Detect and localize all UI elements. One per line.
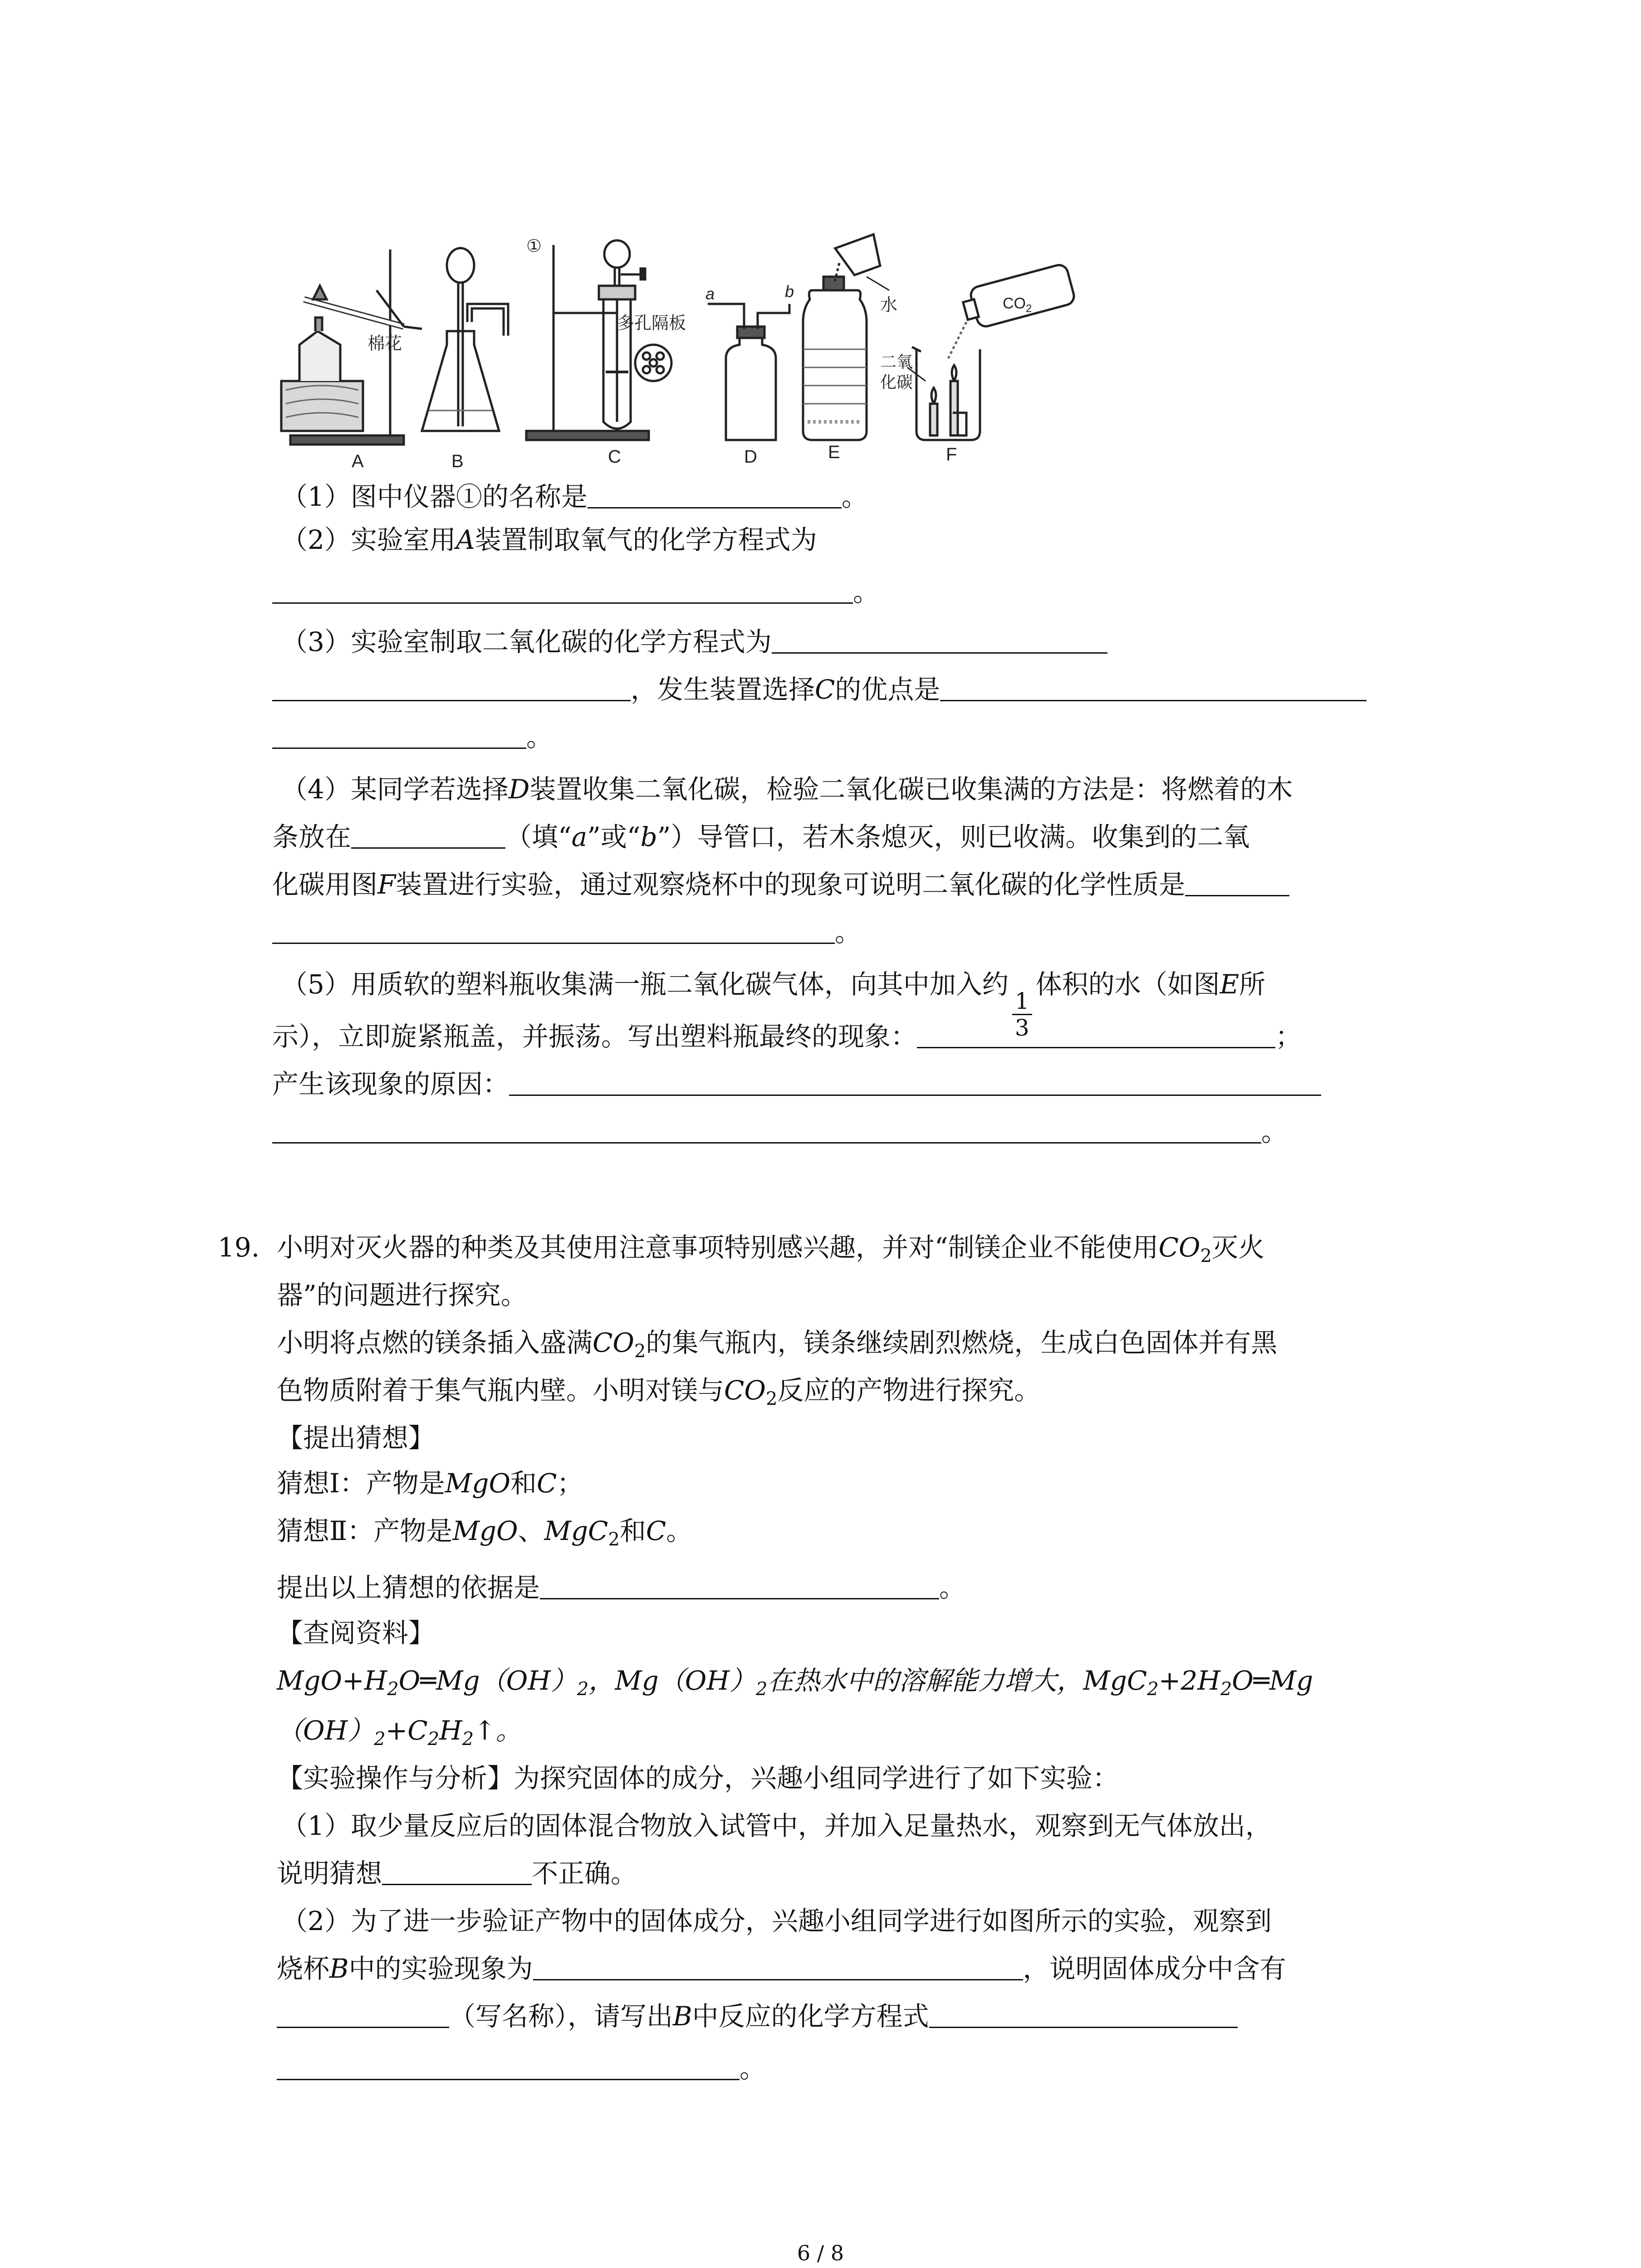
q19-exp1-line1: （1）取少量反应后的固体混合物放入试管中，并加入足量热水，观察到无气体放出， — [281, 1810, 1272, 1841]
q18-part2: （2）实验室用A装置制取氧气的化学方程式为 — [281, 524, 817, 555]
label-d: D — [744, 447, 757, 467]
page-number: 6 / 8 — [797, 2241, 844, 2265]
q18-part3-line3: 。 — [272, 719, 553, 755]
label-a: A — [352, 451, 364, 471]
q18-part3: （3）实验室制取二氧化碳的化学方程式为 — [281, 624, 1107, 660]
q19-basis: 提出以上猜想的依据是 。 — [277, 1572, 966, 1603]
q18-part5-line3: 产生该现象的原因： — [272, 1066, 1321, 1102]
label-eryang1: 二氧 — [880, 352, 913, 371]
q19-exp2-line2: 烧杯B中的实验现象为 ，说明固体成分中含有 — [277, 1953, 1286, 1984]
q18-part4: （4）某同学若选择D装置收集二氧化碳，检验二氧化碳已收集满的方法是：将燃着的木 — [281, 774, 1293, 805]
label-b: B — [451, 451, 464, 471]
answer-blank[interactable] — [917, 1021, 1275, 1048]
label-mianhua: 棉花 — [367, 334, 402, 353]
answer-blank[interactable] — [382, 1857, 532, 1885]
apparatus-d — [708, 304, 789, 440]
answer-blank[interactable] — [1185, 869, 1289, 896]
q19-heading-experiment: 【实验操作与分析】为探究固体的成分，兴趣小组同学进行了如下实验： — [277, 1763, 1119, 1794]
q19-line1: 小明对灭火器的种类及其使用注意事项特别感兴趣，并对“制镁企业不能使用$CO_2$灭火 — [277, 1232, 1265, 1266]
answer-blank[interactable] — [277, 2000, 449, 2028]
q18-part4-line3: 化碳用图F装置进行实验，通过观察烧杯中的现象可说明二氧化碳的化学性质是 — [272, 866, 1289, 903]
apparatus-figure — [272, 231, 1116, 472]
apparatus-f — [907, 263, 1076, 440]
q18-part4-line4: 。 — [272, 914, 861, 950]
answer-blank[interactable] — [588, 481, 842, 508]
q18-part5-line2: 示），立即旋紧瓶盖，并振荡。写出塑料瓶最终的现象： ； — [272, 1021, 1302, 1052]
q18-part4-line2: 条放在 （填“a”或“b”）导管口，若木条熄灭，则已收满。收集到的二氧 — [272, 821, 1250, 852]
answer-blank[interactable] — [533, 1953, 1023, 1980]
q18-part2-answer: 。 — [272, 574, 879, 610]
q19-reaction-line2: $(OH)_2+C_2H_2↑$。 — [277, 1715, 522, 1750]
q18-part5-line4: 。 — [272, 1114, 1288, 1150]
apparatus-e — [803, 235, 889, 440]
answer-blank[interactable] — [351, 821, 505, 849]
answer-blank[interactable] — [509, 1068, 1321, 1096]
q19-exp2-line4: 。 — [277, 2050, 766, 2087]
apparatus-b — [422, 248, 508, 431]
q19-heading-info: 【查阅资料】 — [277, 1618, 435, 1648]
q18-part5: （5）用质软的塑料瓶收集满一瓶二氧化碳气体，向其中加入约 $\frac{1}{3}$ 体积的水（如图E所 — [281, 969, 1266, 1041]
label-duokong: 多孔隔板 — [617, 314, 686, 333]
q19-reaction-line1: $MgO+H_2O═Mg(OH)_2$，$Mg(OH)_2$在热水中的溶解能力增大，$MgC_2+2H_2O═Mg$ — [277, 1665, 1313, 1700]
q19-line4: 色物质附着于集气瓶内壁。小明对镁与$CO_2$反应的产物进行探究。 — [277, 1375, 1041, 1409]
label-tube-a: a — [705, 284, 715, 303]
q19-line3: 小明将点燃的镁条插入盛满$CO_2$的集气瓶内，镁条继续剧烈燃烧，生成白色固体并有黑 — [277, 1327, 1278, 1362]
label-c: C — [608, 447, 621, 467]
fraction-one-third: $\frac{1}{3}$ — [1012, 988, 1032, 1041]
label-water: 水 — [880, 296, 898, 315]
q19-exp1-line2: 说明猜想 不正确。 — [277, 1858, 637, 1889]
label-eryang2: 化碳 — [880, 373, 913, 391]
q19-guess1: 猜想Ⅰ：产物是MgO和C； — [277, 1468, 583, 1499]
label-co2-bottle: $CO_2$ — [1003, 295, 1032, 315]
q19-guess2: 猜想Ⅱ：产物是MgO、MgC$_2$和C。 — [277, 1515, 693, 1550]
answer-blank[interactable] — [277, 2053, 740, 2080]
label-e: E — [828, 442, 840, 462]
q19-exp2-line1: （2）为了进一步验证产物中的固体成分，兴趣小组同学进行如图所示的实验，观察到 — [281, 1906, 1272, 1936]
q19-line2: 器”的问题进行探究。 — [277, 1280, 527, 1310]
answer-blank[interactable] — [929, 2000, 1238, 2028]
answer-blank[interactable] — [940, 674, 1367, 701]
label-f: F — [946, 445, 957, 464]
answer-blank[interactable] — [272, 674, 631, 701]
label-tube-b: b — [785, 282, 794, 301]
q18-part1: （1）图中仪器①的名称是 。 — [281, 481, 868, 512]
label-circle1: ① — [526, 237, 542, 256]
answer-blank[interactable] — [772, 626, 1107, 654]
answer-blank[interactable] — [540, 1572, 939, 1599]
q18-part3-line2: ，发生装置选择C的优点是 — [272, 671, 1367, 708]
q19-exp2-line3: （写名称），请写出B中反应的化学方程式 — [277, 1998, 1238, 2034]
q19-heading-guess: 【提出猜想】 — [277, 1422, 435, 1453]
answer-blank[interactable] — [272, 916, 835, 944]
answer-blank[interactable] — [272, 576, 853, 604]
q19-number: 19. — [218, 1232, 260, 1263]
answer-blank[interactable] — [272, 1116, 1261, 1144]
apparatus-c — [526, 240, 671, 440]
answer-blank[interactable] — [272, 721, 526, 749]
